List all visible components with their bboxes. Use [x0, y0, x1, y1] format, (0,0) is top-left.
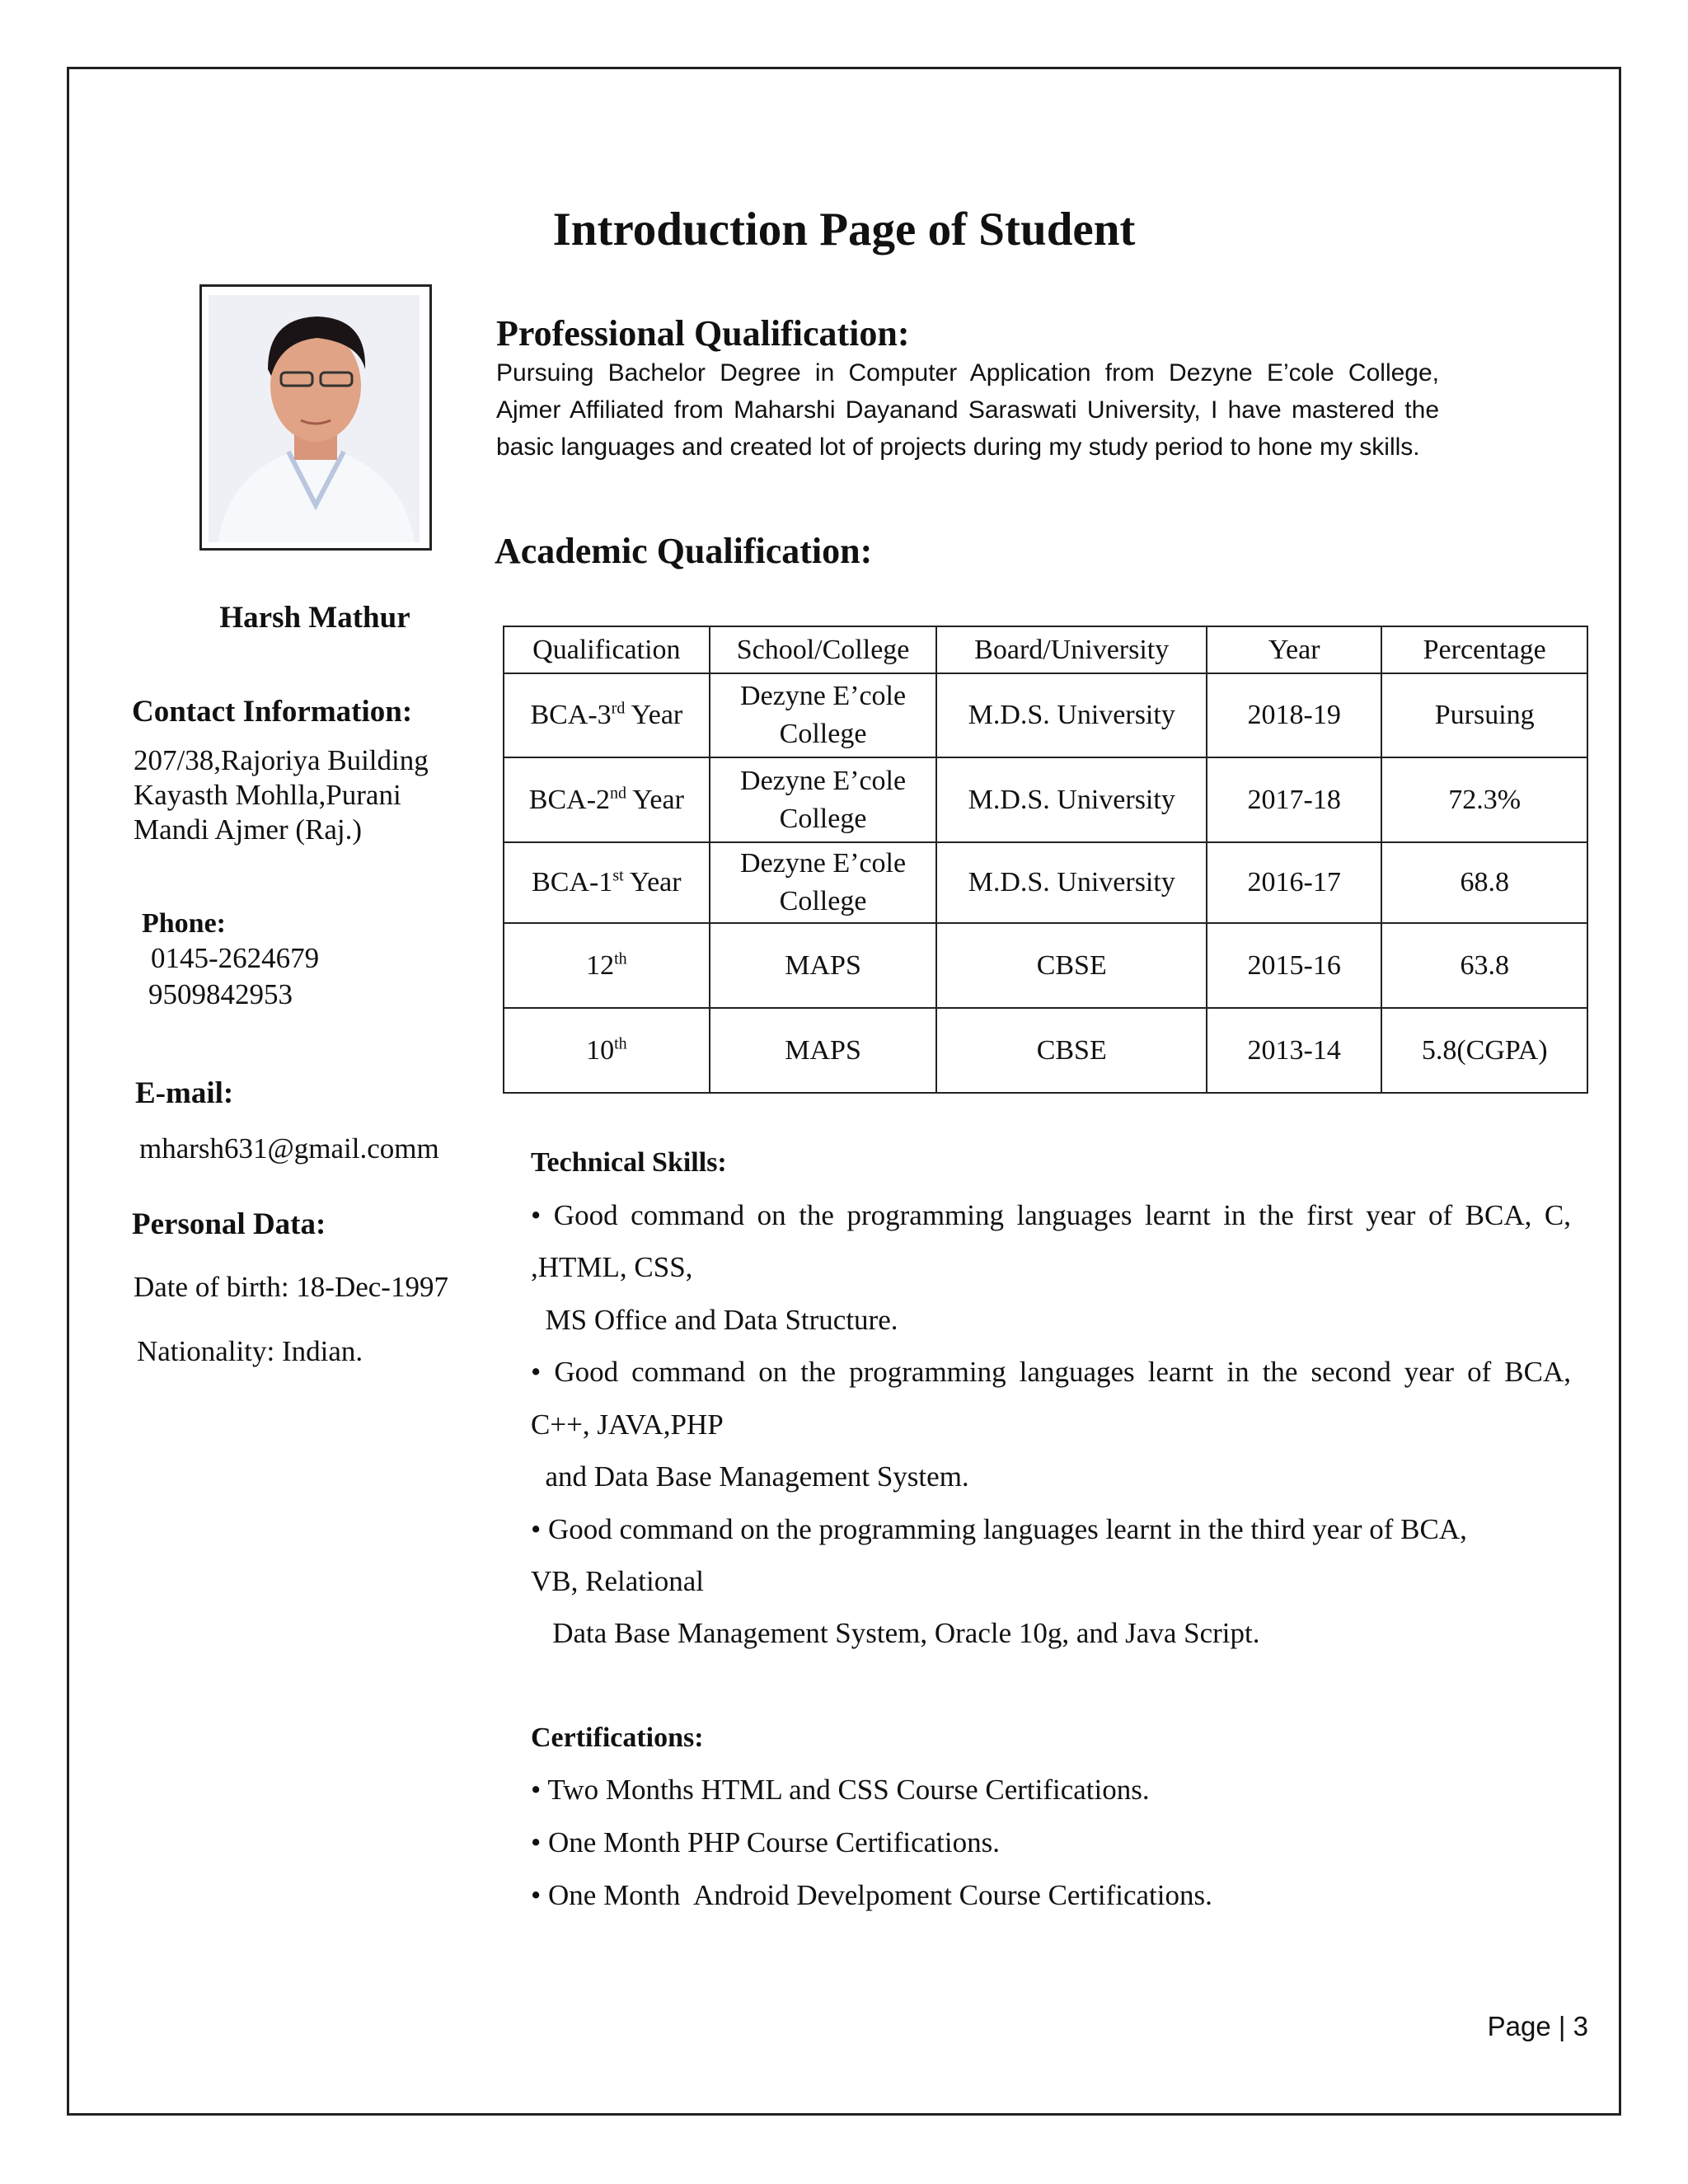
column-header: Board/University — [936, 626, 1207, 673]
column-header: School/College — [710, 626, 937, 673]
professional-qualification-heading: Professional Qualification: — [496, 313, 910, 354]
column-header: Qualification — [504, 626, 710, 673]
skill-line: • Good command on the programming languages learnt in the second year of BCA, — [531, 1356, 1571, 1388]
student-name: Harsh Mathur — [219, 601, 410, 635]
skill-line: • Good command on the programming languages learnt in the third year of BCA, — [531, 1513, 1467, 1545]
school-cell: MAPS — [710, 1008, 937, 1093]
board-cell: M.D.S. University — [936, 757, 1207, 842]
nationality: Nationality: Indian. — [137, 1335, 363, 1367]
phone-number: 9509842953 — [148, 978, 293, 1010]
skill-line: and Data Base Management System. — [531, 1460, 969, 1493]
school-cell: MAPS — [710, 923, 937, 1008]
page-title: Introduction Page of Student — [552, 204, 1136, 255]
student-photo — [199, 284, 432, 551]
date-of-birth: Date of birth: 18-Dec-1997 — [134, 1271, 448, 1303]
skill-line: ,HTML, CSS, — [531, 1251, 693, 1283]
board-cell: CBSE — [936, 923, 1207, 1008]
board-cell: M.D.S. University — [936, 842, 1207, 923]
percentage-cell: 63.8 — [1381, 923, 1587, 1008]
skill-line: VB, Relational — [531, 1565, 704, 1597]
skill-line: Data Base Management System, Oracle 10g, and Java Script. — [531, 1617, 1260, 1649]
table-header-row — [504, 626, 1587, 673]
skill-line: MS Office and Data Structure. — [531, 1304, 898, 1336]
email-heading: E-mail: — [135, 1076, 234, 1110]
certification-item: • One Month Android Develpoment Course Certifications. — [531, 1879, 1212, 1911]
phone-heading: Phone: — [142, 908, 226, 939]
table-row — [504, 842, 1587, 923]
school-cell: Dezyne E’cole College — [710, 757, 937, 842]
address-line: 207/38,Rajoriya Building — [134, 744, 429, 776]
year-cell: 2015-16 — [1207, 923, 1381, 1008]
year-cell: 2016-17 — [1207, 842, 1381, 923]
table-row — [504, 923, 1587, 1008]
school-cell: Dezyne E’cole College — [710, 842, 937, 923]
academic-qualification-heading: Academic Qualification: — [495, 531, 873, 571]
table-row — [504, 757, 1587, 842]
school-cell: Dezyne E’cole College — [710, 673, 937, 757]
contact-info-heading: Contact Information: — [132, 695, 413, 729]
qualification-cell: BCA-2nd Year — [504, 757, 710, 842]
certification-item: • Two Months HTML and CSS Course Certifications. — [531, 1774, 1150, 1806]
board-cell: CBSE — [936, 1008, 1207, 1093]
academic-table — [503, 626, 1588, 1094]
year-cell: 2013-14 — [1207, 1008, 1381, 1093]
phone-number: 0145-2624679 — [151, 942, 320, 974]
technical-skills-heading: Technical Skills: — [531, 1147, 727, 1178]
year-cell: 2018-19 — [1207, 673, 1381, 757]
page-number: Page | 3 — [1487, 2011, 1588, 2041]
address-line: Kayasth Mohlla,Purani — [134, 779, 401, 811]
certifications-heading: Certifications: — [531, 1722, 704, 1753]
qualification-cell: 10th — [504, 1008, 710, 1093]
year-cell: 2017-18 — [1207, 757, 1381, 842]
column-header: Percentage — [1381, 626, 1587, 673]
certification-item: • One Month PHP Course Certifications. — [531, 1826, 1000, 1858]
qualification-cell: BCA-3rd Year — [504, 673, 710, 757]
table-row — [504, 673, 1587, 757]
percentage-cell: Pursuing — [1381, 673, 1587, 757]
board-cell: M.D.S. University — [936, 673, 1207, 757]
column-header: Year — [1207, 626, 1381, 673]
professional-qualification-text: Pursuing Bachelor Degree in Computer Application from Dezyne E’cole College, Ajmer Affiliated from Maharshi Dayanand Saraswati University, I have mastered the basic languages and created lot of projects during my study period to hone my skills. — [496, 359, 1439, 461]
email-address: mharsh631@gmail.comm — [139, 1132, 439, 1165]
personal-data-heading: Personal Data: — [132, 1207, 326, 1241]
qualification-cell: BCA-1st Year — [504, 842, 710, 923]
percentage-cell: 72.3% — [1381, 757, 1587, 842]
percentage-cell: 5.8(CGPA) — [1381, 1008, 1587, 1093]
skill-line: C++, JAVA,PHP — [531, 1408, 724, 1441]
skill-line: • Good command on the programming languages learnt in the first year of BCA, C, — [531, 1199, 1571, 1231]
qualification-cell: 12th — [504, 923, 710, 1008]
table-row — [504, 1008, 1587, 1093]
address-line: Mandi Ajmer (Raj.) — [134, 813, 363, 846]
percentage-cell: 68.8 — [1381, 842, 1587, 923]
